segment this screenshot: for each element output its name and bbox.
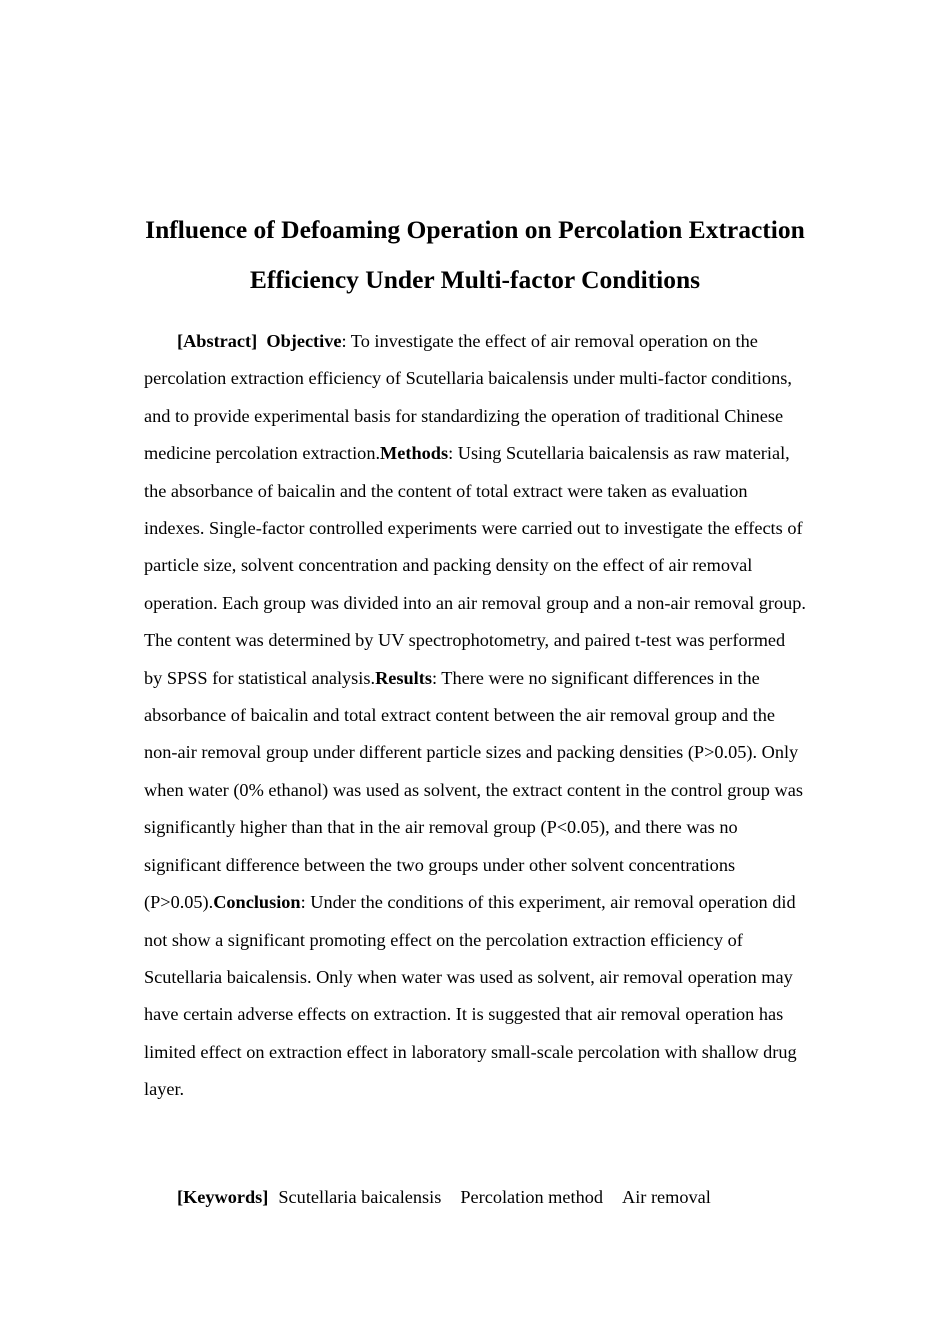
abstract-tag: [Abstract] [177, 331, 258, 351]
keyword-item: Air removal [622, 1187, 711, 1207]
objective-label: Objective [266, 331, 342, 351]
results-label: Results [375, 667, 432, 688]
abstract-paragraph [144, 323, 808, 1109]
results-text: : There were no significant differences in the absorbance of baicalin and total extract content between the air removal group and the non-air removal group under different particle sizes and packing densities (P>0.05). Only when water (0% ethanol) was used as solvent, the extract content in the control group was significantly higher than that in the air removal group (P<0.05), and there was no significant difference between the two groups under other solvent concentrations (P>0.05). [144, 667, 803, 913]
keywords-tag: [Keywords] [177, 1187, 269, 1207]
keywords-line [177, 1179, 711, 1216]
objective-text: : To investigate the effect of air removal operation on the percolation extraction efficiency of Scutellaria baicalensis under multi-factor conditions, and to provide experimental basis for standardizing the operation of traditional Chinese medicine percolation extraction. [144, 331, 792, 464]
title-line-1: Influence of Defoaming Operation on Percolation Extraction [145, 215, 805, 244]
methods-label: Methods [380, 443, 449, 464]
keyword-item: Scutellaria baicalensis [278, 1187, 442, 1207]
conclusion-label: Conclusion [213, 892, 301, 913]
paper-title [120, 205, 830, 305]
methods-text: : Using Scutellaria baicalensis as raw material, the absorbance of baicalin and the content of total extract were taken as evaluation indexes. Single-factor controlled experiments were carried out to investigate the effects of particle size, solvent concentration and packing density on the effect of air removal operation. Each group was divided into an air removal group and a non-air removal group. The content was determined by UV spectrophotometry, and paired t-test was performed by SPSS for statistical analysis. [144, 443, 806, 688]
conclusion-text: : Under the conditions of this experiment, air removal operation did not show a significant promoting effect on the percolation extraction efficiency of Scutellaria baicalensis. Only when water was used as solvent, air removal operation may have certain adverse effects on extraction. It is suggested that air removal operation has limited effect on extraction effect in laboratory small-scale percolation with shallow drug layer. [144, 892, 797, 1100]
keyword-item: Percolation method [460, 1187, 604, 1207]
title-line-2: Efficiency Under Multi-factor Conditions [249, 265, 701, 294]
